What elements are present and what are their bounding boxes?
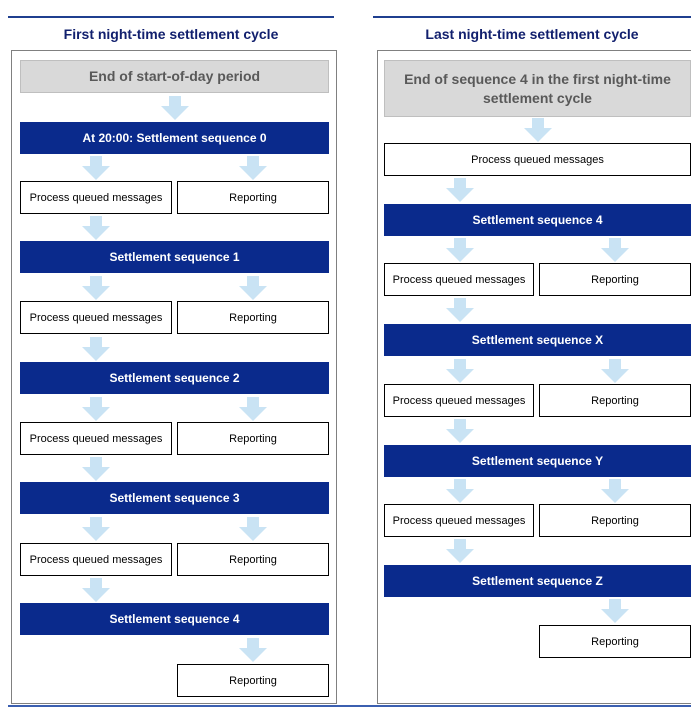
right-queued-2: Process queued messages [384, 504, 534, 537]
left-queued-1: Process queued messages [20, 301, 172, 334]
right-reporting-3: Reporting [539, 625, 691, 658]
left-start-box: End of start-of-day period [20, 60, 329, 93]
left-reporting-0: Reporting [177, 181, 329, 214]
bottom-rule [8, 705, 691, 707]
left-reporting-4: Reporting [177, 664, 329, 697]
right-sequence-3: Settlement sequence Z [384, 565, 691, 597]
left-reporting-3: Reporting [177, 543, 329, 576]
left-top-rule [8, 16, 334, 18]
right-start-box: End of sequence 4 in the first night-time settlement cycle [384, 60, 691, 117]
left-reporting-1: Reporting [177, 301, 329, 334]
left-sequence-1: Settlement sequence 1 [20, 241, 329, 273]
left-panel-title: First night-time settlement cycle [63, 26, 279, 42]
right-reporting-0: Reporting [539, 263, 691, 296]
left-sequence-4: Settlement sequence 4 [20, 603, 329, 635]
left-sequence-0: At 20:00: Settlement sequence 0 [20, 122, 329, 154]
right-sequence-1: Settlement sequence X [384, 324, 691, 356]
right-queued-0: Process queued messages [384, 263, 534, 296]
left-sequence-3: Settlement sequence 3 [20, 482, 329, 514]
left-reporting-2: Reporting [177, 422, 329, 455]
right-sequence-0: Settlement sequence 4 [384, 204, 691, 236]
right-sequence-2: Settlement sequence Y [384, 445, 691, 477]
left-sequence-2: Settlement sequence 2 [20, 362, 329, 394]
right-reporting-2: Reporting [539, 504, 691, 537]
left-queued-2: Process queued messages [20, 422, 172, 455]
left-queued-3: Process queued messages [20, 543, 172, 576]
right-panel-title: Last night-time settlement cycle [425, 26, 639, 42]
right-pre-queued: Process queued messages [384, 143, 691, 176]
right-queued-1: Process queued messages [384, 384, 534, 417]
right-top-rule [373, 16, 691, 18]
left-queued-0: Process queued messages [20, 181, 172, 214]
right-reporting-1: Reporting [539, 384, 691, 417]
